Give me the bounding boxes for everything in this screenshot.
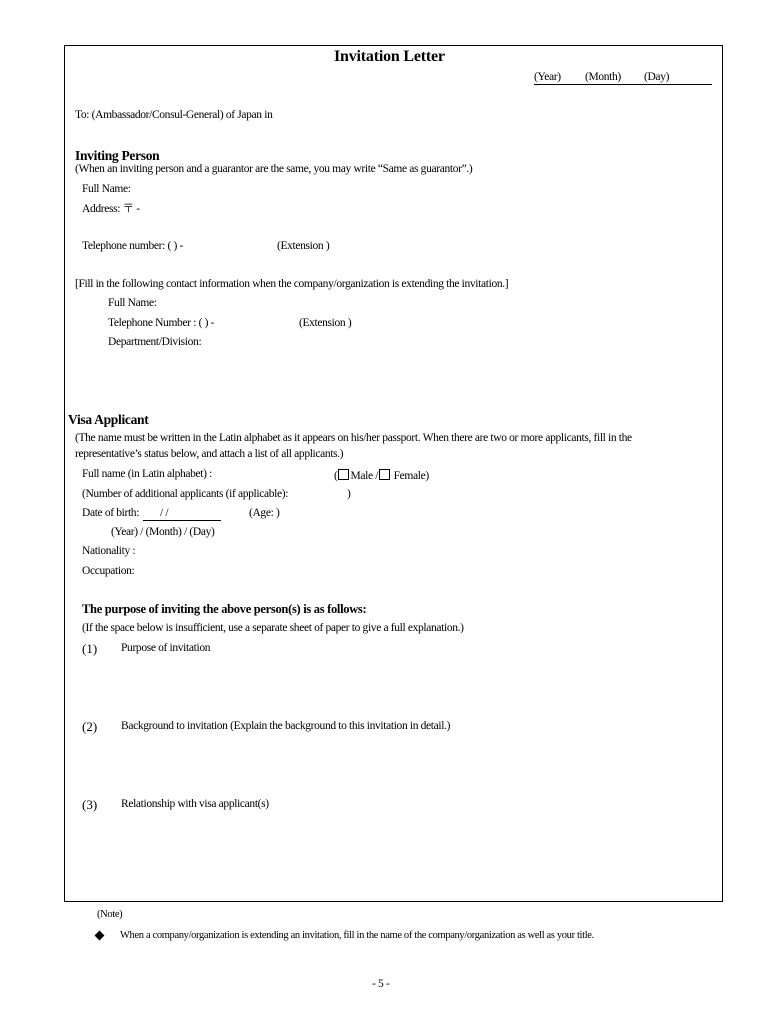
company-department-label: Department/Division:: [108, 336, 202, 348]
visa-applicant-heading: Visa Applicant: [68, 412, 149, 427]
inviting-person-note: (When an inviting person and a guarantor are the same, you may write “Same as guarantor”.): [75, 163, 473, 175]
inviting-person-heading: Inviting Person: [75, 148, 160, 163]
date-underline: [534, 84, 712, 85]
male-checkbox[interactable]: [338, 469, 349, 480]
female-label: Female): [391, 470, 429, 482]
company-instruction: [Fill in the following contact information when the company/organization is extending the invitation.]: [75, 278, 509, 290]
purpose-heading: The purpose of inviting the above person(s) is as follows:: [82, 602, 367, 616]
page-title: Invitation Letter: [334, 48, 445, 65]
gender-open-paren: (: [334, 470, 338, 482]
purpose-item-label: Purpose of invitation: [121, 642, 211, 654]
purpose-item-label: Relationship with visa applicant(s): [121, 798, 269, 810]
inviting-extension-label: (Extension ): [277, 240, 330, 252]
female-checkbox[interactable]: [379, 469, 390, 480]
purpose-item-number: (1): [82, 641, 98, 656]
purpose-note: (If the space below is insufficient, use a separate sheet of paper to give a full explanation.): [82, 622, 464, 634]
bullet-diamond-icon: [95, 931, 105, 941]
purpose-item-number: (2): [82, 719, 98, 734]
company-telephone-label: Telephone Number : ( ) -: [108, 317, 215, 329]
dob-underline: [143, 520, 221, 521]
inviting-telephone-label: Telephone number: ( ) -: [82, 240, 183, 252]
additional-applicants-close: ): [347, 488, 351, 500]
note-label: (Note): [97, 909, 123, 920]
additional-applicants-label: (Number of additional applicants (if applicable):: [82, 488, 289, 500]
age-label: (Age: ): [249, 507, 280, 519]
purpose-item-number: (3): [82, 797, 98, 812]
male-label: Male /: [350, 470, 379, 482]
applicant-full-name-label: Full name (in Latin alphabet) :: [82, 468, 212, 480]
gender-selector: [334, 469, 429, 483]
dob-label: Date of birth:: [82, 507, 140, 519]
page-number: - 5 -: [372, 978, 390, 990]
occupation-label: Occupation:: [82, 565, 135, 577]
nationality-label: Nationality :: [82, 545, 136, 557]
inviting-full-name-label: Full Name:: [82, 183, 131, 195]
date-day: (Day): [644, 71, 670, 83]
purpose-item-label: Background to invitation (Explain the background to this invitation in detail.): [121, 720, 451, 732]
dob-slashes: / /: [160, 507, 169, 519]
footer-note-text: When a company/organization is extending an invitation, fill in the name of the company/organization as well as your title.: [120, 930, 594, 941]
inviting-address-label: Address: 〒 -: [82, 203, 140, 215]
company-full-name-label: Full Name:: [108, 297, 157, 309]
company-extension-label: (Extension ): [299, 317, 352, 329]
visa-note-line2: representative’s status below, and attach a list of all applicants.): [75, 448, 344, 460]
visa-note-line1: (The name must be written in the Latin alphabet as it appears on his/her passport. When there are two or more applicants, fill in the: [75, 432, 632, 444]
date-month: (Month): [585, 71, 621, 83]
date-year: (Year): [534, 71, 561, 83]
dob-format: (Year) / (Month) / (Day): [111, 526, 215, 538]
to-line: To: (Ambassador/Consul-General) of Japan in: [75, 109, 273, 121]
